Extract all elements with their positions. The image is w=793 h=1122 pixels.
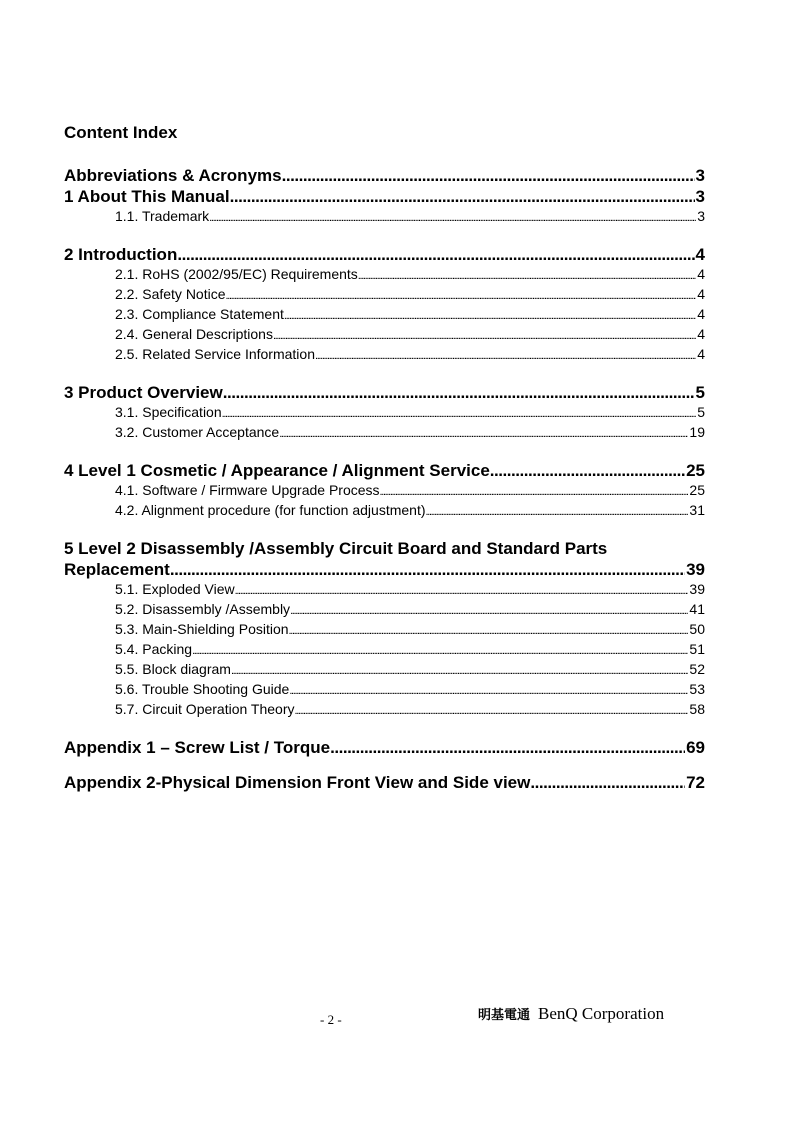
dot-leader (380, 481, 689, 501)
dot-leader (226, 285, 697, 305)
table-of-contents (64, 165, 705, 793)
toc-entry-label: 2.5. Related Service Information (115, 346, 315, 362)
toc-entry-page: 53 (689, 681, 705, 697)
toc-entry-page: 25 (689, 482, 705, 498)
dot-leader (170, 559, 685, 580)
toc-entry-label: 5.3. Main-Shielding Position (115, 621, 289, 637)
toc-entry-chapter-4[interactable] (64, 460, 705, 481)
toc-entry-chapter-3[interactable] (64, 382, 705, 403)
toc-entry-page: 72 (686, 773, 705, 792)
dot-leader (192, 640, 688, 660)
toc-entry-label: Appendix 1 – Screw List / Torque (64, 738, 331, 757)
toc-entry-label: 5.2. Disassembly /Assembly (115, 601, 291, 617)
toc-entry-label: 1.1. Trademark (115, 208, 210, 224)
dot-leader (209, 207, 696, 227)
toc-entry-5-5[interactable] (64, 660, 705, 680)
toc-entry-appendix-1[interactable] (64, 737, 705, 758)
company-name: BenQ Corporation (538, 1004, 665, 1023)
dot-leader (290, 600, 688, 620)
toc-entry-label: 2.2. Safety Notice (115, 286, 226, 302)
toc-entry-page: 5 (695, 383, 705, 402)
toc-entry-5-3[interactable] (64, 620, 705, 640)
toc-entry-page: 58 (689, 701, 705, 717)
dot-leader (284, 305, 696, 325)
toc-entry-page: 4 (697, 346, 705, 362)
toc-entry-page: 4 (697, 266, 705, 282)
toc-entry-page: 69 (686, 738, 705, 757)
company-name-chinese: 明基電通 (478, 1008, 531, 1023)
toc-entry-label: 3.1. Specification (115, 404, 222, 420)
toc-entry-2-5[interactable] (64, 345, 705, 365)
toc-entry-4-1[interactable] (64, 481, 705, 501)
toc-entry-5-7[interactable] (64, 700, 705, 720)
dot-leader (223, 382, 695, 403)
toc-entry-label: 5.6. Trouble Shooting Guide (115, 681, 290, 697)
toc-entry-1-1[interactable] (64, 207, 705, 227)
toc-entry-label: 3 Product Overview (64, 383, 223, 402)
company-footer (478, 1004, 664, 1024)
dot-leader (282, 165, 695, 186)
toc-entry-chapter-1[interactable] (64, 186, 705, 207)
toc-entry-label: 5.1. Exploded View (115, 581, 235, 597)
toc-entry-3-2[interactable] (64, 423, 705, 443)
dot-leader (289, 680, 688, 700)
dot-leader (315, 345, 696, 365)
toc-entry-label: 2 Introduction (64, 245, 178, 264)
toc-entry-page: 31 (689, 502, 705, 518)
toc-entry-5-2[interactable] (64, 600, 705, 620)
toc-entry-page: 5 (697, 404, 705, 420)
toc-entry-5-6[interactable] (64, 680, 705, 700)
toc-entry-label: 5.5. Block diagram (115, 661, 231, 677)
dot-leader (230, 186, 695, 207)
dot-leader (426, 501, 689, 521)
toc-entry-4-2[interactable] (64, 501, 705, 521)
toc-entry-label: 3.2. Customer Acceptance (115, 424, 280, 440)
dot-leader (222, 403, 697, 423)
toc-entry-page: 3 (695, 187, 705, 206)
toc-entry-page: 52 (689, 661, 705, 677)
dot-leader (231, 660, 688, 680)
dot-leader (273, 325, 696, 345)
dot-leader (279, 423, 688, 443)
toc-entry-label: 4.2. Alignment procedure (for function adjustment) (115, 502, 426, 518)
toc-entry-page: 39 (686, 560, 705, 579)
dot-leader (235, 580, 689, 600)
toc-entry-page: 50 (689, 621, 705, 637)
dot-leader (490, 460, 685, 481)
toc-entry-label: 2.4. General Descriptions (115, 326, 273, 342)
dot-leader (330, 737, 685, 758)
toc-entry-label: Abbreviations & Acronyms (64, 166, 282, 185)
toc-entry-chapter-5-line1[interactable]: 5 Level 2 Disassembly /Assembly Circuit Board and Standard Parts (64, 539, 608, 558)
toc-entry-label: 1 About This Manual (64, 187, 230, 206)
toc-entry-appendix-2[interactable] (64, 772, 705, 793)
toc-entry-2-4[interactable] (64, 325, 705, 345)
toc-entry-5-4[interactable] (64, 640, 705, 660)
page-title: Content Index (64, 123, 178, 142)
toc-entry-label: Appendix 2-Physical Dimension Front View and Side view (64, 773, 531, 792)
toc-entry-page: 4 (697, 286, 705, 302)
toc-entry-2-1[interactable] (64, 265, 705, 285)
dot-leader (177, 244, 694, 265)
toc-entry-2-2[interactable] (64, 285, 705, 305)
dot-leader (295, 700, 689, 720)
toc-entry-chapter-2[interactable] (64, 244, 705, 265)
toc-entry-label: 5.4. Packing (115, 641, 193, 657)
toc-entry-2-3[interactable] (64, 305, 705, 325)
toc-entry-3-1[interactable] (64, 403, 705, 423)
toc-entry-page: 3 (697, 208, 705, 224)
toc-entry-label: 2.1. RoHS (2002/95/EC) Requirements (115, 266, 358, 282)
dot-leader (530, 772, 685, 793)
toc-entry-page: 25 (686, 461, 705, 480)
toc-entry-page: 4 (695, 245, 705, 264)
toc-entry-page: 4 (697, 326, 705, 342)
dot-leader (289, 620, 689, 640)
toc-entry-page: 51 (689, 641, 705, 657)
toc-entry-page: 19 (689, 424, 705, 440)
page-number: - 2 - (320, 1012, 342, 1027)
toc-entry-label: 4 Level 1 Cosmetic / Appearance / Alignment Service (64, 461, 490, 480)
toc-entry-page: 4 (697, 306, 705, 322)
toc-entry-label: 5.7. Circuit Operation Theory (115, 701, 295, 717)
dot-leader (358, 265, 696, 285)
toc-entry-page: 39 (689, 581, 705, 597)
toc-entry-label: 4.1. Software / Firmware Upgrade Process (115, 482, 380, 498)
toc-entry-label: 2.3. Compliance Statement (115, 306, 284, 322)
toc-entry-5-1[interactable] (64, 580, 705, 600)
toc-entry-chapter-5[interactable] (64, 559, 705, 580)
toc-entry-label: Replacement (64, 560, 170, 579)
toc-entry-page: 3 (695, 166, 705, 185)
toc-entry-page: 41 (689, 601, 705, 617)
toc-entry-abbreviations[interactable] (64, 165, 705, 186)
